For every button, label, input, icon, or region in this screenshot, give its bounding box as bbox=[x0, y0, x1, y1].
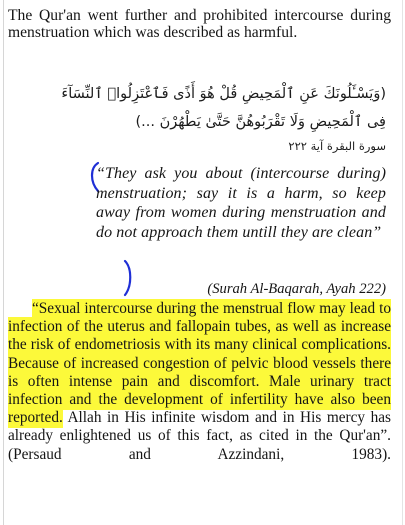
arabic-verse-reference: سورة البقرة آية ٢٢٢ bbox=[288, 139, 386, 153]
medical-quote-paragraph bbox=[8, 300, 391, 464]
arabic-verse: (وَيَسْـَٔلُونَكَ عَنِ ٱلْمَحِيضِ قُلْ هُوَ أَذًى فَٱعْتَزِلُوا۟ ٱلنِّسَآءَ فِى ٱلْمَحِيضِ وَلَا تَقْرَبُوهُنَّ حَتَّىٰ يَطْهُرْنَ ...) bbox=[61, 86, 386, 130]
translation-reference: (Surah Al-Baqarah, Ayah 222) bbox=[207, 281, 386, 297]
closing-passage: Allah in His infinite wisdom and in His mercy has already enlightened us of this fact, as cited in the Qur'an”. (Persaud and Azzindani, 1983). bbox=[8, 409, 391, 463]
page-edge-left bbox=[3, 0, 4, 525]
translation-quote: “They ask you about (intercourse during) menstruation; say it is a harm, so keep away from women during menstruation and do not approach them untill they are clean” bbox=[96, 165, 386, 241]
highlighted-passage: “Sexual intercourse during the menstrual flow may lead to infection of the uterus and fallopain tubes, as well as increase the risk of endometriosis with its many clinical complications. Because of increased congestion of pelvic blood vessels there is often intense pain and discomfort. Male urinary tract infection and the development of infertility have also been reported. bbox=[8, 300, 391, 427]
page-edge-right bbox=[402, 0, 403, 525]
intro-paragraph: The Qur'an went further and prohibited intercourse during menstruation which was described as harmful. bbox=[8, 7, 391, 41]
